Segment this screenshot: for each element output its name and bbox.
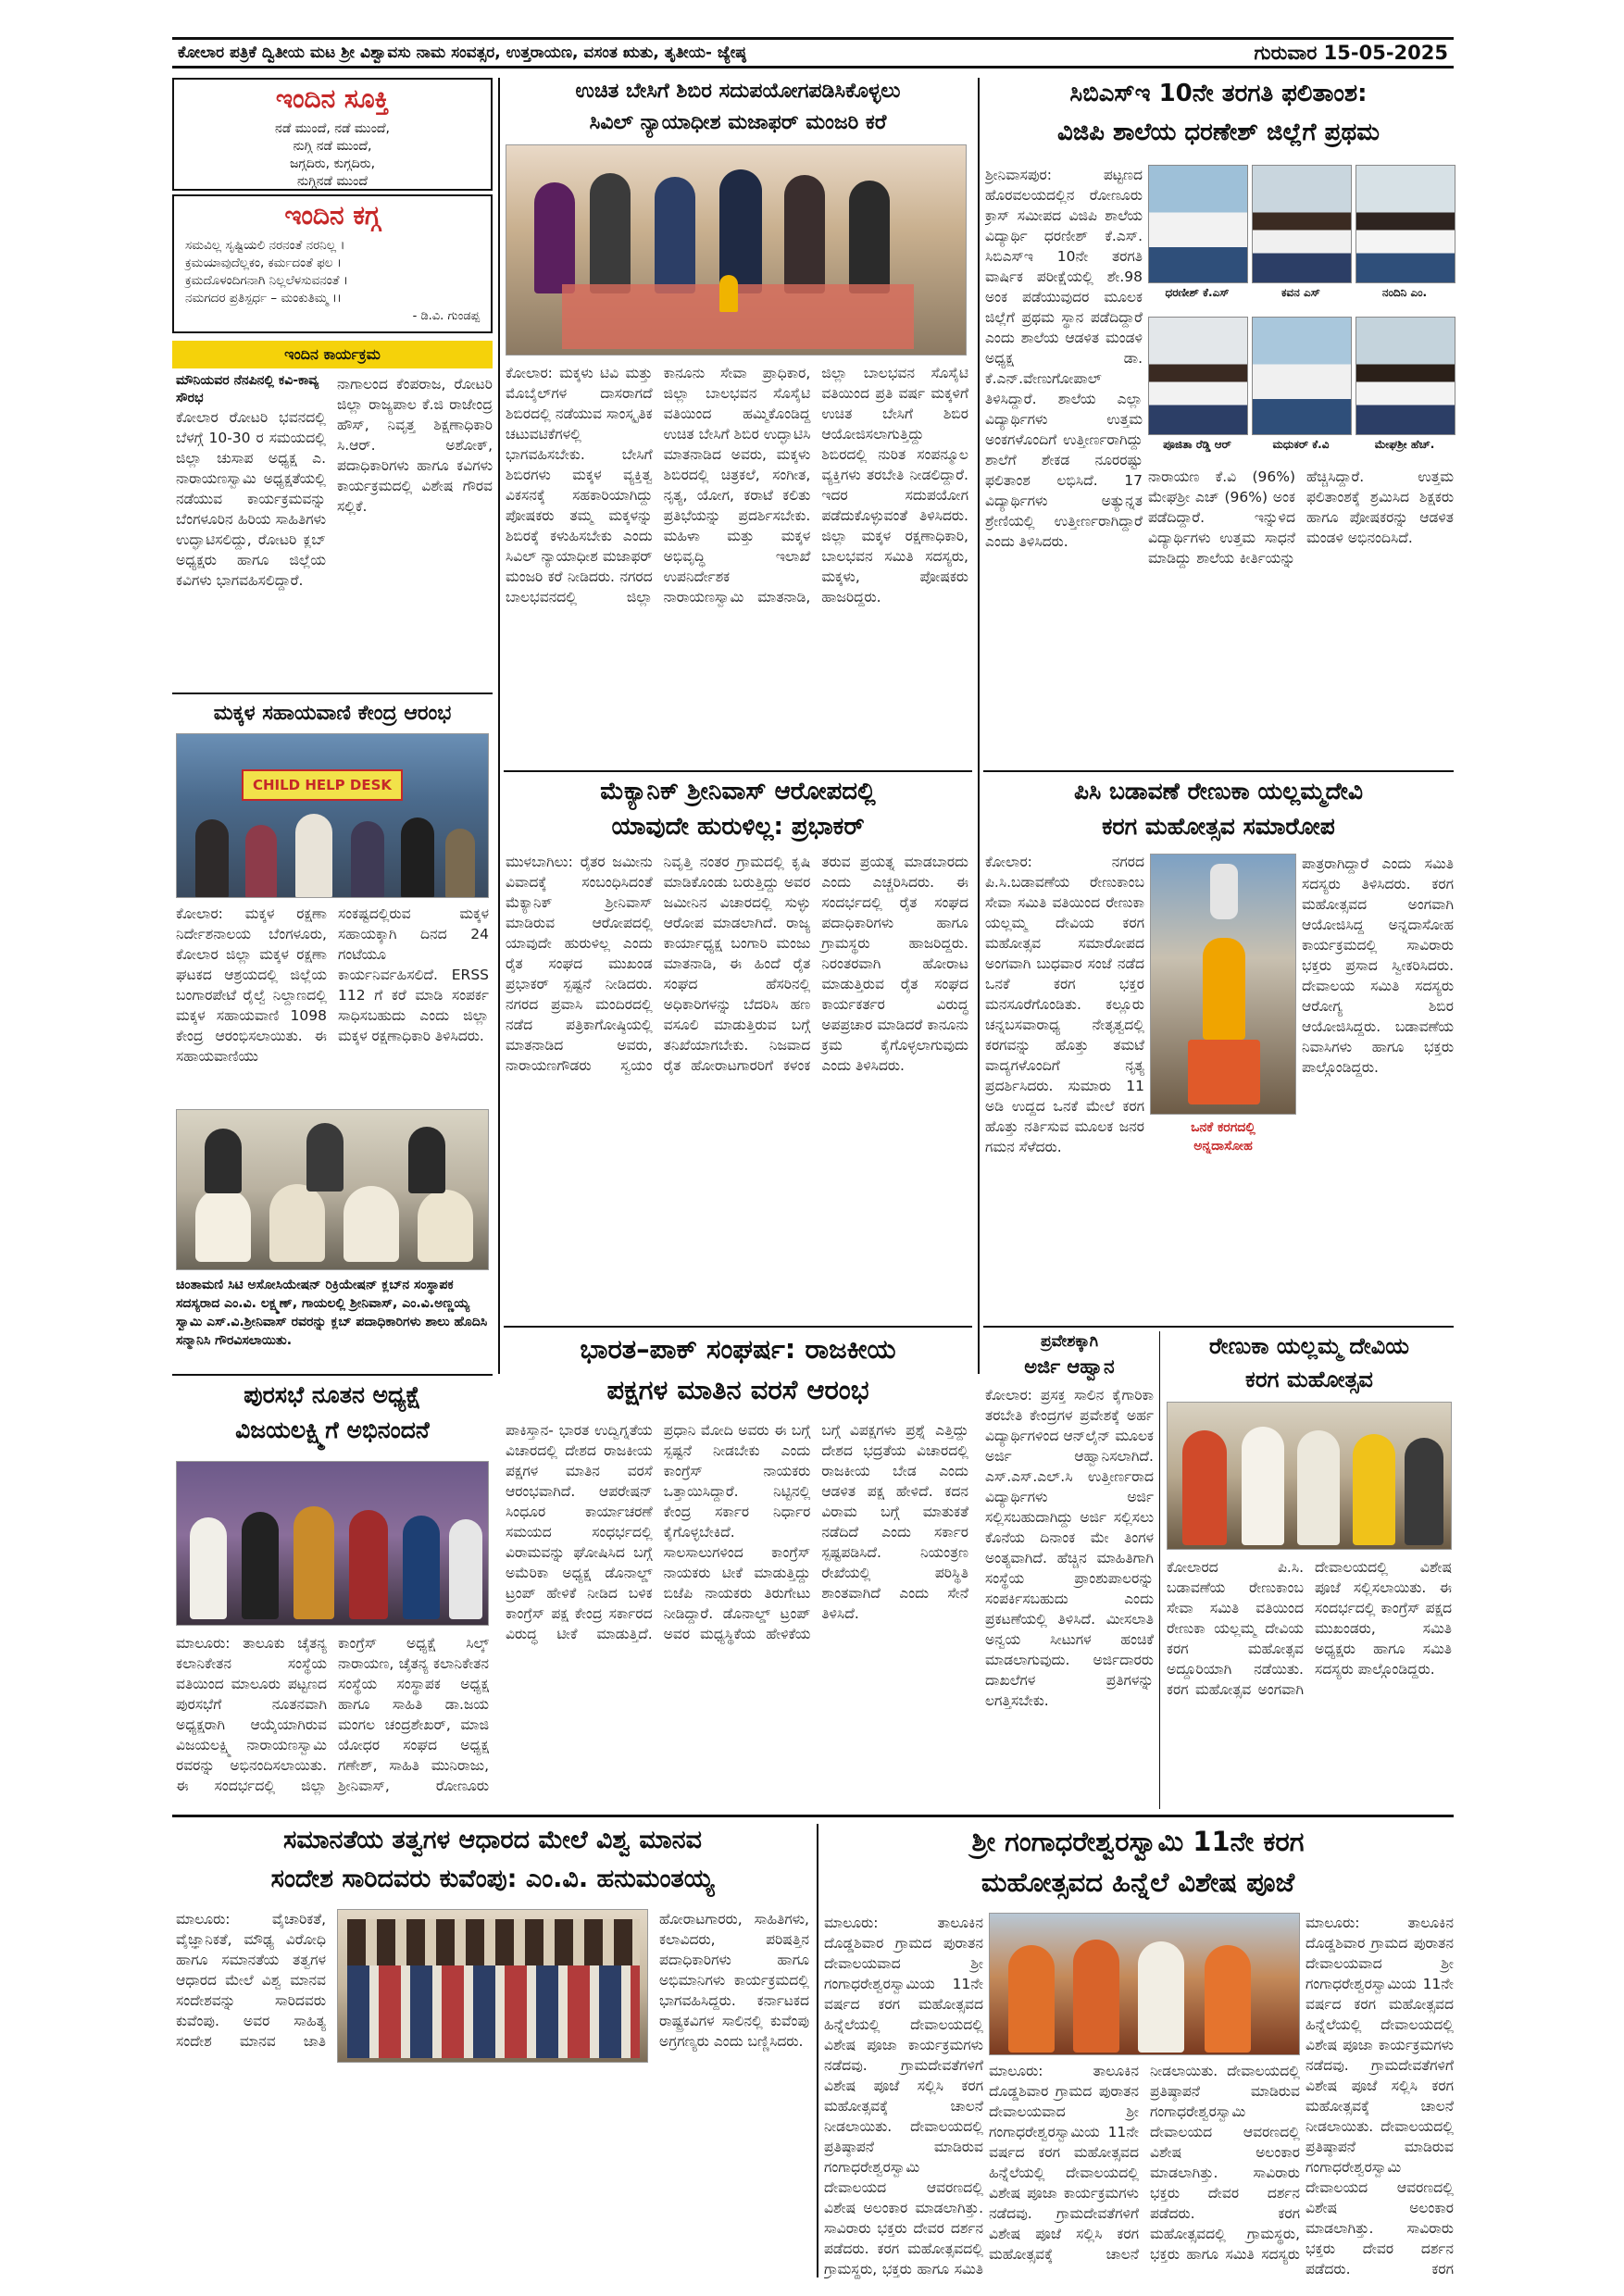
cbse-body-2: ನಾರಾಯಣ ಕೆ.ವಿ (96%) ಮೇಘಶ್ರೀ ಎಚ್ (96%) ಅಂಕ ಪಡೆದಿದ್ದಾರೆ. ಇನ್ನುಳಿದ ವಿದ್ಯಾರ್ಥಿಗಳು ಉತ್ತಮ ಸಾಧನೆ ಮಾಡಿದ್ದು ಶಾಲೆಯ ಕೀರ್ತಿಯನ್ನು ಹೆಚ್ಚಿಸಿದ್ದಾರೆ. ಉತ್ತಮ ಫಲಿತಾಂಶಕ್ಕೆ ಶ್ರಮಿಸಿದ ಶಿಕ್ಷಕರು ಹಾಗೂ ಪೋಷಕರನ್ನು ಆಡಳಿತ ಮಂಡಳಿ ಅಭಿನಂದಿಸಿದೆ.: [1148, 468, 1454, 567]
pravesha-headline-1: ಪ್ರವೇಶಕ್ಕಾಗಿ: [1040, 1332, 1099, 1351]
mechanic-body: ಮುಳಬಾಗಿಲು: ರೈತರ ಜಮೀನು ವಿವಾದಕ್ಕೆ ಸಂಬಂಧಿಸಿದಂತೆ ಮೆಕ್ಯಾನಿಕ್ ಶ್ರೀನಿವಾಸ್ ಮಾಡಿರುವ ಆರೋಪದಲ್ಲಿ ಯಾವುದೇ ಹುರುಳಿಲ್ಲ ಎಂದು ರೈತ ಸಂಘದ ಮುಖಂಡ ಪ್ರಭಾಕರ್ ಸ್ಪಷ್ಟನೆ ನೀಡಿದರು. ನಗರದ ಪ್ರವಾಸಿ ಮಂದಿರದಲ್ಲಿ ನಡೆದ ಪತ್ರಿಕಾಗೋಷ್ಠಿಯಲ್ಲಿ ಮಾತನಾಡಿದ ಅವರು, ನಾರಾಯಣಗೌಡರು ಸ್ವಯಂ ನಿವೃತ್ತಿ ನಂತರ ಗ್ರಾಮದಲ್ಲಿ ಕೃಷಿ ಮಾಡಿಕೊಂಡು ಬರುತ್ತಿದ್ದು ಅವರ ಜಮೀನಿನ ವಿಚಾರದಲ್ಲಿ ಸುಳ್ಳು ಆರೋಪ ಮಾಡಲಾಗಿದೆ. ರಾಜ್ಯ ಕಾರ್ಯಾಧ್ಯಕ್ಷ ಬಂಗಾರಿ ಮಂಜು ಮಾತನಾಡಿ, ಈ ಹಿಂದೆ ರೈತ ಸಂಘದ ಹೆಸರಿನಲ್ಲಿ ಅಧಿಕಾರಿಗಳನ್ನು ಬೆದರಿಸಿ ಹಣ ವಸೂಲಿ ಮಾಡುತ್ತಿರುವ ಬಗ್ಗೆ ತನಿಖೆಯಾಗಬೇಕು. ನಿಜವಾದ ರೈತ ಹೋರಾಟಗಾರರಿಗೆ ಕಳಂಕ ತರುವ ಪ್ರಯತ್ನ ಮಾಡಬಾರದು ಎಂದು ಎಚ್ಚರಿಸಿದರು. ಈ ಸಂದರ್ಭದಲ್ಲಿ ರೈತ ಸಂಘದ ಪದಾಧಿಕಾರಿಗಳು ಹಾಗೂ ಗ್ರಾಮಸ್ಥರು ಹಾಜರಿದ್ದರು. ನಿರಂತರವಾಗಿ ಹೋರಾಟ ಮಾಡುತ್ತಿರುವ ರೈತ ಸಂಘದ ಕಾರ್ಯಕರ್ತರ ವಿರುದ್ಧ ಅಪಪ್ರಚಾರ ಮಾಡಿದರೆ ಕಾನೂನು ಕ್ರಮ ಕೈಗೊಳ್ಳಲಾಗುವುದು ಎಂದು ತಿಳಿಸಿದರು.: [506, 854, 968, 1074]
helpdesk-photo: [176, 733, 489, 898]
column-rule: [1159, 1331, 1160, 1809]
camp-headline-2: ಸಿವಿಲ್ ನ್ಯಾಯಾಧೀಶ ಮಜಾಫರ್ ಮಂಜರಿ ಕರೆ: [589, 111, 887, 134]
kagga-title: ಇಂದಿನ ಕಗ್ಗ: [284, 200, 381, 231]
student-card: [1252, 165, 1350, 304]
sukti-box: [172, 78, 493, 191]
program-subhead: ಮೌನಿಯವರ ನೆನಪಿನಲ್ಲಿ ಕವಿ-ಕಾವ್ಯ ಸೌರಭ: [176, 373, 319, 406]
student-photo: [1355, 317, 1455, 435]
honor-photo: [176, 1109, 489, 1270]
student-card: [1355, 165, 1454, 304]
gangadhara-photo: [989, 1913, 1300, 2055]
divider: [172, 1815, 1454, 1817]
onake-karaga-photo: [1150, 854, 1296, 1115]
student-card: [1355, 317, 1454, 455]
municipal-photo: [176, 1461, 489, 1626]
program-title: ಇಂದಿನ ಕಾರ್ಯಕ್ರಮ: [172, 341, 493, 368]
student-card: [1148, 165, 1246, 304]
student-photo: [1148, 317, 1248, 435]
cbse-body: ಶ್ರೀನಿವಾಸಪುರ: ಪಟ್ಟಣದ ಹೊರವಲಯದಲ್ಲಿನ ರೋಣೂರು ಕ್ರಾಸ್ ಸಮೀಪದ ವಿಜಿಪಿ ಶಾಲೆಯ ವಿದ್ಯಾರ್ಥಿ ಧರಣೀಶ್ ಕೆ.ಎಸ್. ಸಿಬಿಎಸ್‌ಇ 10ನೇ ತರಗತಿ ವಾರ್ಷಿಕ ಪರೀಕ್ಷೆಯಲ್ಲಿ ಶೇ.98 ಅಂಕ ಪಡೆಯುವುದರ ಮೂಲಕ ಜಿಲ್ಲೆಗೆ ಪ್ರಥಮ ಸ್ಥಾನ ಪಡೆದಿದ್ದಾರೆ ಎಂದು ಶಾಲೆಯ ಆಡಳಿತ ಮಂಡಳಿ ಅಧ್ಯಕ್ಷ ಡಾ. ಕೆ.ಎನ್.ವೇಣುಗೋಪಾಲ್ ತಿಳಿಸಿದ್ದಾರೆ. ಶಾಲೆಯ ಎಲ್ಲಾ ವಿದ್ಯಾರ್ಥಿಗಳು ಉತ್ತಮ ಅಂಕಗಳೊಂದಿಗೆ ಉತ್ತೀರ್ಣರಾಗಿದ್ದು ಶಾಲೆಗೆ ಶೇಕಡ ನೂರರಷ್ಟು ಫಲಿತಾಂಶ ಲಭಿಸಿದೆ. 17 ವಿದ್ಯಾರ್ಥಿಗಳು ಅತ್ಯುನ್ನತ ಶ್ರೇಣಿಯಲ್ಲಿ ಉತ್ತೀರ್ಣರಾಗಿದ್ದಾರೆ ಎಂದು ತಿಳಿಸಿದರು.: [985, 167, 1143, 550]
honor-caption: ಚಿಂತಾಮಣಿ ಸಿಟಿ ಅಸೋಸಿಯೇಷನ್ ರಿಕ್ರಿಯೇಷನ್ ಕ್ಲಬ್‌ನ ಸಂಸ್ಥಾಪಕ ಸದಸ್ಯರಾದ ಎಂ.ವಿ. ಲಕ್ಷ್ಮಣ್, ಗಾಯಲಲ್ಲಿ ಶ್ರೀನಿವಾಸ್, ಎಂ.ವಿ.ಅಣ್ಣಯ್ಯ ಸ್ವಾಮಿ ಎಸ್.ವಿ.ಶ್ರೀನಿವಾಸ್ ರವರನ್ನು ಕ್ಲಬ್ ಪದಾಧಿಕಾರಿಗಳು ಶಾಲು ಹೊದಿಸಿ ಸನ್ಮಾನಿಸಿ ಗೌರವಿಸಲಾಯಿತು.: [176, 1278, 488, 1348]
sukti-line: ಜಗ್ಗದಿರು, ಕುಗ್ಗದಿರು,: [289, 156, 376, 171]
gangadhara-body: ಮಾಲೂರು: ತಾಲೂಕಿನ ದೊಡ್ಡಶಿವಾರ ಗ್ರಾಮದ ಪುರಾತನ ದೇವಾಲಯವಾದ ಶ್ರೀ ಗಂಗಾಧರೇಶ್ವರಸ್ವಾಮಿಯ 11ನೇ ವರ್ಷದ ಕರಗ ಮಹೋತ್ಸವದ ಹಿನ್ನೆಲೆಯಲ್ಲಿ ದೇವಾಲಯದಲ್ಲಿ ವಿಶೇಷ ಪೂಜಾ ಕಾರ್ಯಕ್ರಮಗಳು ನಡೆದವು. ಗ್ರಾಮದೇವತೆಗಳಿಗೆ ವಿಶೇಷ ಪೂಜೆ ಸಲ್ಲಿಸಿ ಕರಗ ಮಹೋತ್ಸವಕ್ಕೆ ಚಾಲನೆ ನೀಡಲಾಯಿತು. ದೇವಾಲಯದಲ್ಲಿ ಪ್ರತಿಷ್ಠಾಪನೆ ಮಾಡಿರುವ ಗಂಗಾಧರೇಶ್ವರಸ್ವಾಮಿ ದೇವಾಲಯದ ಆವರಣದಲ್ಲಿ ವಿಶೇಷ ಅಲಂಕಾರ ಮಾಡಲಾಗಿತ್ತು. ಸಾವಿರಾರು ಭಕ್ತರು ದೇವರ ದರ್ಶನ ಪಡೆದರು. ಕರಗ ಮಹೋತ್ಸವದಲ್ಲಿ ಗ್ರಾಮಸ್ಥರು, ಭಕ್ತರು ಹಾಗೂ ಸಮಿತಿ: [824, 1915, 983, 2277]
sukti-lines: [174, 120, 491, 191]
masthead-date: ಗುರುವಾರ 15-05-2025: [1254, 42, 1448, 64]
sukti-line: ನುಗ್ಗಿ ನಡೆ ಮುಂದೆ,: [293, 138, 372, 154]
student-name: ನಂದಿನಿ ಎಂ.: [1381, 286, 1428, 299]
onake-photo-caption-2: ಅನ್ನದಾಸೋಹ: [1193, 1139, 1253, 1154]
helpdesk-headline: ಮಕ್ಕಳ ಸಹಾಯವಾಣಿ ಕೇಂದ್ರ ಆರಂಭ: [213, 702, 452, 725]
renuka-karaga-headline-1: ರೇಣುಕಾ ಯಲ್ಲಮ್ಮ ದೇವಿಯ: [1209, 1333, 1409, 1359]
camp-headline-1: ಉಚಿತ ಬೇಸಿಗೆ ಶಿಬಿರ ಸದುಪಯೋಗಪಡಿಸಿಕೊಳ್ಳಲು: [575, 80, 901, 103]
divider: [983, 770, 1454, 772]
helpdesk-banner: CHILD HELP DESK: [242, 769, 403, 801]
divider: [983, 1326, 1454, 1328]
kuvempu-photo: [337, 1909, 648, 2063]
kagga-line: ಕ್ರಮಯಾವುದೆಲ್ಲಕಂ, ಕರ್ಮದಂತೆ ಫಲ ।: [185, 255, 342, 270]
student-photo: [1252, 317, 1352, 435]
column-rule: [817, 1824, 818, 2277]
kagga-line: ಕ್ರಮದೊಳಂದಿಗನಾಗಿ ನಿಲ್ಲಲೆಳಸುವನಂತೆ ।: [185, 272, 348, 288]
municipal-headline-1: ಪುರಸಭೆ ನೂತನ ಅಧ್ಯಕ್ಷೆ: [244, 1381, 421, 1408]
indopak-headline-1: ಭಾರತ–ಪಾಕ್ ಸಂಘರ್ಷ: ರಾಜಕೀಯ: [580, 1333, 896, 1365]
student-name: ಧರಣೀಶ್ ಕೆ.ಎಸ್: [1165, 286, 1230, 299]
kuvempu-headline-2: ಸಂದೇಶ ಸಾರಿದವರು ಕುವೆಂಪು: ಎಂ.ವಿ. ಹನುಮಂತಯ್ಯ: [270, 1865, 715, 1893]
masthead: [172, 37, 1454, 69]
camp-body: ಕೋಲಾರ: ಮಕ್ಕಳು ಟಿವಿ ಮತ್ತು ಮೊಬೈಲ್‌ಗಳ ದಾಸರಾಗದೆ ಶಿಬಿರದಲ್ಲಿ ನಡೆಯುವ ಸಾಂಸ್ಕೃತಿಕ ಚಟುವಟಿಕೆಗಳಲ್ಲಿ ಭಾಗವಹಿಸಬೇಕು. ಬೇಸಿಗೆ ಶಿಬಿರಗಳು ಮಕ್ಕಳ ವ್ಯಕ್ತಿತ್ವ ವಿಕಸನಕ್ಕೆ ಸಹಕಾರಿಯಾಗಿದ್ದು ಪೋಷಕರು ತಮ್ಮ ಮಕ್ಕಳನ್ನು ಶಿಬಿರಕ್ಕೆ ಕಳುಹಿಸಬೇಕು ಎಂದು ಸಿವಿಲ್ ನ್ಯಾಯಾಧೀಶ ಮಜಾಫರ್ ಮಂಜರಿ ಕರೆ ನೀಡಿದರು. ನಗರದ ಬಾಲಭವನದಲ್ಲಿ ಜಿಲ್ಲಾ ಕಾನೂನು ಸೇವಾ ಪ್ರಾಧಿಕಾರ, ಜಿಲ್ಲಾ ಬಾಲಭವನ ಸೊಸೈಟಿ ವತಿಯಿಂದ ಹಮ್ಮಿಕೊಂಡಿದ್ದ ಉಚಿತ ಬೇಸಿಗೆ ಶಿಬಿರ ಉದ್ಘಾಟಿಸಿ ಮಾತನಾಡಿದ ಅವರು, ಮಕ್ಕಳು ಶಿಬಿರದಲ್ಲಿ ಚಿತ್ರಕಲೆ, ಸಂಗೀತ, ನೃತ್ಯ, ಯೋಗ, ಕರಾಟೆ ಕಲಿತು ಪ್ರತಿಭೆಯನ್ನು ಪ್ರದರ್ಶಿಸಬೇಕು. ಮಹಿಳಾ ಮತ್ತು ಮಕ್ಕಳ ಅಭಿವೃದ್ಧಿ ಇಲಾಖೆ ಉಪನಿರ್ದೇಶಕ ನಾರಾಯಣಸ್ವಾಮಿ ಮಾತನಾಡಿ, ಜಿಲ್ಲಾ ಬಾಲಭವನ ಸೊಸೈಟಿ ವತಿಯಿಂದ ಪ್ರತಿ ವರ್ಷ ಮಕ್ಕಳಿಗೆ ಉಚಿತ ಬೇಸಿಗೆ ಶಿಬಿರ ಆಯೋಜಿಸಲಾಗುತ್ತಿದ್ದು ಶಿಬಿರದಲ್ಲಿ ನುರಿತ ಸಂಪನ್ಮೂಲ ವ್ಯಕ್ತಿಗಳು ತರಬೇತಿ ನೀಡಲಿದ್ದಾರೆ. ಇದರ ಸದುಪಯೋಗ ಪಡೆದುಕೊಳ್ಳುವಂತೆ ತಿಳಿಸಿದರು. ಜಿಲ್ಲಾ ಮಕ್ಕಳ ರಕ್ಷಣಾಧಿಕಾರಿ, ಬಾಲಭವನ ಸಮಿತಿ ಸದಸ್ಯರು, ಮಕ್ಕಳು, ಪೋಷಕರು ಹಾಜರಿದ್ದರು.: [506, 365, 968, 605]
renuka-close-headline-1: ಪಿಸಿ ಬಡಾವಣೆ ರೇಣುಕಾ ಯಲ್ಲಮ್ಮದೇವಿ: [1073, 778, 1364, 805]
column-rule: [978, 78, 980, 1374]
kuvempu-body-col1: ಮಾಲೂರು: ವೈಚಾರಿಕತೆ, ವೈಜ್ಞಾನಿಕತೆ, ಮೌಢ್ಯ ವಿರೋಧಿ ಹಾಗೂ ಸಮಾನತೆಯ ತತ್ವಗಳ ಆಧಾರದ ಮೇಲೆ ವಿಶ್ವ ಮಾನವ ಸಂದೇಶವನ್ನು ಸಾರಿದವರು ಕುವೆಂಪು. ಅವರ ಸಾಹಿತ್ಯ ಸಂದೇಶ ಮಾನವ ಜಾತಿ ಹೋರಾಟಗಾರರು, ಸಾಹಿತಿಗಳು, ಕಲಾವಿದರು, ಪರಿಷತ್ತಿನ ಪದಾಧಿಕಾರಿಗಳು ಹಾಗೂ ಅಭಿಮಾನಿಗಳು ಕಾರ್ಯಕ್ರಮದಲ್ಲಿ ಭಾಗವಹಿಸಿದ್ದರು. ಕರ್ನಾಟಕದ ರಾಷ್ಟ್ರಕವಿಗಳ ಸಾಲಿನಲ್ಲಿ ಕುವೆಂಪು ಅಗ್ರಗಣ್ಯರು ಎಂದು ಬಣ್ಣಿಸಿದರು.: [176, 1911, 809, 2050]
divider: [504, 770, 972, 772]
student-photo: [1355, 165, 1455, 283]
mechanic-headline-2: ಯಾವುದೇ ಹುರುಳಿಲ್ಲ: ಪ್ರಭಾಕರ್: [611, 813, 865, 841]
gangadhara-body-3: ಮಾಲೂರು: ತಾಲೂಕಿನ ದೊಡ್ಡಶಿವಾರ ಗ್ರಾಮದ ಪುರಾತನ ದೇವಾಲಯವಾದ ಶ್ರೀ ಗಂಗಾಧರೇಶ್ವರಸ್ವಾಮಿಯ 11ನೇ ವರ್ಷದ ಕರಗ ಮಹೋತ್ಸವದ ಹಿನ್ನೆಲೆಯಲ್ಲಿ ದೇವಾಲಯದಲ್ಲಿ ವಿಶೇಷ ಪೂಜಾ ಕಾರ್ಯಕ್ರಮಗಳು ನಡೆದವು. ಗ್ರಾಮದೇವತೆಗಳಿಗೆ ವಿಶೇಷ ಪೂಜೆ ಸಲ್ಲಿಸಿ ಕರಗ ಮಹೋತ್ಸವಕ್ಕೆ ಚಾಲನೆ ನೀಡಲಾಯಿತು. ದೇವಾಲಯದಲ್ಲಿ ಪ್ರತಿಷ್ಠಾಪನೆ ಮಾಡಿರುವ ಗಂಗಾಧರೇಶ್ವರಸ್ವಾಮಿ ದೇವಾಲಯದ ಆವರಣದಲ್ಲಿ ವಿಶೇಷ ಅಲಂಕಾರ ಮಾಡಲಾಗಿತ್ತು. ಸಾವಿರಾರು ಭಕ್ತರು ದೇವರ ದರ್ಶನ ಪಡೆದರು. ಕರಗ: [1305, 1915, 1454, 2277]
renuka-karaga-headline-2: ಕರಗ ಮಹೋತ್ಸವ: [1245, 1366, 1373, 1392]
kagga-lines: [174, 233, 491, 325]
student-photo: [1148, 165, 1248, 283]
student-name: ಮಧುಕರ್ ಕೆ.ವಿ: [1272, 438, 1330, 451]
sukti-title: ಇಂದಿನ ಸೂಕ್ತಿ: [275, 83, 390, 114]
student-grid: [1148, 165, 1454, 461]
program-body: ಕೋಲಾರ ರೋಟರಿ ಭವನದಲ್ಲಿ ಬೆಳಗ್ಗೆ 10-30 ರ ಸಮಯದಲ್ಲಿ ಜಿಲ್ಲಾ ಚುಸಾಪ ಅಧ್ಯಕ್ಷ ಎ. ನಾರಾಯಣಸ್ವಾಮಿ ಅಧ್ಯಕ್ಷತೆಯಲ್ಲಿ ನಡೆಯುವ ಕಾರ್ಯಕ್ರಮವನ್ನು ಬೆಂಗಳೂರಿನ ಹಿರಿಯ ಸಾಹಿತಿಗಳು ಉದ್ಘಾಟಿಸಲಿದ್ದು, ರೋಟರಿ ಕ್ಲಬ್ ಅಧ್ಯಕ್ಷರು ಹಾಗೂ ಜಿಲ್ಲೆಯ ಕವಿಗಳು ಭಾಗವಹಿಸಲಿದ್ದಾರೆ.: [176, 409, 326, 589]
kuvempu-headline-1: ಸಮಾನತೆಯ ತತ್ವಗಳ ಆಧಾರದ ಮೇಲೆ ವಿಶ್ವ ಮಾನವ: [283, 1826, 702, 1854]
indopak-headline-2: ಪಕ್ಷಗಳ ಮಾತಿನ ವರಸೆ ಆರಂಭ: [606, 1374, 869, 1405]
student-name: ಕವನ ಎಸ್: [1281, 286, 1320, 299]
cbse-headline-1: ಸಿಬಿಎಸ್‌ಇ 10ನೇ ತರಗತಿ ಫಲಿತಾಂಶ:: [1069, 80, 1368, 107]
student-name: ಪೂಜಿತಾ ರೆಡ್ಡಿ ಆರ್: [1163, 438, 1231, 451]
kagga-box: [172, 194, 493, 333]
onake-photo-caption: ಒನಕೆ ಕರಗದಲ್ಲಿ: [1191, 1120, 1255, 1135]
sukti-line: ನುಗ್ಗಿನಡೆ ಮುಂದೆ: [297, 173, 368, 189]
student-card: [1148, 317, 1246, 455]
student-card: [1252, 317, 1350, 455]
pravesha-headline-2: ಅರ್ಜಿ ಆಹ್ವಾನ: [1024, 1355, 1115, 1378]
renuka-close-headline-2: ಕರಗ ಮಹೋತ್ಸವ ಸಮಾರೋಪ: [1102, 813, 1335, 840]
kagga-line: ನಮಗದರ ಪ್ರತಿಸ್ಪರ್ಧ – ಮಂಕುತಿಮ್ಮ ।।: [185, 290, 343, 306]
divider: [172, 1374, 493, 1376]
kagga-author: - ಡಿ.ವಿ. ಗುಂಡಪ್ಪ: [412, 308, 480, 323]
renuka-close-body-2: ಪಾತ್ರರಾಗಿದ್ದಾರೆ ಎಂದು ಸಮಿತಿ ಸದಸ್ಯರು ತಿಳಿಸಿದರು. ಕರಗ ಮಹೋತ್ಸವದ ಅಂಗವಾಗಿ ಆಯೋಜಿಸಿದ್ದ ಅನ್ನದಾಸೋಹ ಕಾರ್ಯಕ್ರಮದಲ್ಲಿ ಸಾವಿರಾರು ಭಕ್ತರು ಪ್ರಸಾದ ಸ್ವೀಕರಿಸಿದರು. ದೇವಾಲಯ ಸಮಿತಿ ಸದಸ್ಯರು ಆರೋಗ್ಯ ಶಿಬಿರ ಆಯೋಜಿಸಿದ್ದರು. ಬಡಾವಣೆಯ ನಿವಾಸಿಗಳು ಹಾಗೂ ಭಕ್ತರು ಪಾಲ್ಗೊಂಡಿದ್ದರು.: [1302, 855, 1454, 1076]
pravesha-body: ಕೋಲಾರ: ಪ್ರಸಕ್ತ ಸಾಲಿನ ಕೈಗಾರಿಕಾ ತರಬೇತಿ ಕೇಂದ್ರಗಳ ಪ್ರವೇಶಕ್ಕೆ ಅರ್ಹ ವಿದ್ಯಾರ್ಥಿಗಳಿಂದ ಆನ್‌ಲೈನ್ ಮೂಲಕ ಅರ್ಜಿ ಆಹ್ವಾನಿಸಲಾಗಿದೆ. ಎಸ್.ಎಸ್.ಎಲ್.ಸಿ ಉತ್ತೀರ್ಣರಾದ ವಿದ್ಯಾರ್ಥಿಗಳು ಅರ್ಜಿ ಸಲ್ಲಿಸಬಹುದಾಗಿದ್ದು ಅರ್ಜಿ ಸಲ್ಲಿಸಲು ಕೊನೆಯ ದಿನಾಂಕ ಮೇ ತಿಂಗಳ ಅಂತ್ಯವಾಗಿದೆ. ಹೆಚ್ಚಿನ ಮಾಹಿತಿಗಾಗಿ ಸಂಸ್ಥೆಯ ಪ್ರಾಂಶುಪಾಲರನ್ನು ಸಂಪರ್ಕಿಸಬಹುದು ಎಂದು ಪ್ರಕಟಣೆಯಲ್ಲಿ ತಿಳಿಸಿದೆ. ಮೀಸಲಾತಿ ಅನ್ವಯ ಸೀಟುಗಳ ಹಂಚಿಕೆ ಮಾಡಲಾಗುವುದು. ಅರ್ಜಿದಾರರು ದಾಖಲೆಗಳ ಪ್ರತಿಗಳನ್ನು ಲಗತ್ತಿಸಬೇಕು.: [985, 1387, 1154, 1709]
indopak-body: ಪಾಕಿಸ್ತಾನ- ಭಾರತ ಉದ್ವಿಗ್ನತೆಯ ವಿಚಾರದಲ್ಲಿ ದೇಶದ ರಾಜಕೀಯ ಪಕ್ಷಗಳ ಮಾತಿನ ವರಸೆ ಆರಂಭವಾಗಿದೆ. ಆಪರೇಷನ್ ಸಿಂಧೂರ ಕಾರ್ಯಾಚರಣೆ ಸಮಯದ ಸಂಧರ್ಭದಲ್ಲಿ ವಿರಾಮವನ್ನು ಘೋಷಿಸಿದ ಬಗ್ಗೆ ಅಮೆರಿಕಾ ಅಧ್ಯಕ್ಷ ಡೊನಾಲ್ಡ್ ಟ್ರಂಪ್ ಹೇಳಿಕೆ ನೀಡಿದ ಬಳಿಕ ಕಾಂಗ್ರೆಸ್ ಪಕ್ಷ ಕೇಂದ್ರ ಸರ್ಕಾರದ ವಿರುದ್ಧ ಟೀಕೆ ಮಾಡುತ್ತಿದೆ. ಪ್ರಧಾನಿ ಮೋದಿ ಅವರು ಈ ಬಗ್ಗೆ ಸ್ಪಷ್ಟನೆ ನೀಡಬೇಕು ಎಂದು ಕಾಂಗ್ರೆಸ್ ನಾಯಕರು ಒತ್ತಾಯಿಸಿದ್ದಾರೆ. ನಿಟ್ಟಿನಲ್ಲಿ ಕೇಂದ್ರ ಸರ್ಕಾರ ನಿರ್ಧಾರ ಕೈಗೊಳ್ಳಬೇಕಿದೆ. ಸಾಲಸಾಲುಗಳಿಂದ ಕಾಂಗ್ರೆಸ್ ನಾಯಕರು ಟೀಕೆ ಮಾಡುತ್ತಿದ್ದು ಬಿಜೆಪಿ ನಾಯಕರು ತಿರುಗೇಟು ನೀಡಿದ್ದಾರೆ. ಡೊನಾಲ್ಡ್ ಟ್ರಂಪ್ ಅವರ ಮಧ್ಯಸ್ಥಿಕೆಯ ಹೇಳಿಕೆಯ ಬಗ್ಗೆ ವಿಪಕ್ಷಗಳು ಪ್ರಶ್ನೆ ಎತ್ತಿದ್ದು ದೇಶದ ಭದ್ರತೆಯ ವಿಚಾರದಲ್ಲಿ ರಾಜಕೀಯ ಬೇಡ ಎಂದು ಆಡಳಿತ ಪಕ್ಷ ಹೇಳಿದೆ. ಕದನ ವಿರಾಮ ಬಗ್ಗೆ ಮಾತುಕತೆ ನಡೆದಿದೆ ಎಂದು ಸರ್ಕಾರ ಸ್ಪಷ್ಟಪಡಿಸಿದೆ. ನಿಯಂತ್ರಣ ರೇಖೆಯಲ್ಲಿ ಪರಿಸ್ಥಿತಿ ಶಾಂತವಾಗಿದೆ ಎಂದು ಸೇನೆ ತಿಳಿಸಿದೆ.: [506, 1422, 968, 1642]
kagga-line: ಸಮವಿಲ್ಲ ಸೃಷ್ಟಿಯಲಿ ನರನಂತೆ ನರನಿಲ್ಲ ।: [185, 237, 345, 253]
divider: [504, 1326, 972, 1328]
cbse-headline-2: ವಿಜಿಪಿ ಶಾಲೆಯ ಧರಣೇಶ್ ಜಿಲ್ಲೆಗೆ ಪ್ರಥಮ: [1057, 119, 1380, 146]
student-name: ಮೇಘಶ್ರೀ ಹೆಚ್.: [1374, 438, 1435, 451]
gangadhara-body-2: ಮಾಲೂರು: ತಾಲೂಕಿನ ದೊಡ್ಡಶಿವಾರ ಗ್ರಾಮದ ಪುರಾತನ ದೇವಾಲಯವಾದ ಶ್ರೀ ಗಂಗಾಧರೇಶ್ವರಸ್ವಾಮಿಯ 11ನೇ ವರ್ಷದ ಕರಗ ಮಹೋತ್ಸವದ ಹಿನ್ನೆಲೆಯಲ್ಲಿ ದೇವಾಲಯದಲ್ಲಿ ವಿಶೇಷ ಪೂಜಾ ಕಾರ್ಯಕ್ರಮಗಳು ನಡೆದವು. ಗ್ರಾಮದೇವತೆಗಳಿಗೆ ವಿಶೇಷ ಪೂಜೆ ಸಲ್ಲಿಸಿ ಕರಗ ಮಹೋತ್ಸವಕ್ಕೆ ಚಾಲನೆ ನೀಡಲಾಯಿತು. ದೇವಾಲಯದಲ್ಲಿ ಪ್ರತಿಷ್ಠಾಪನೆ ಮಾಡಿರುವ ಗಂಗಾಧರೇಶ್ವರಸ್ವಾಮಿ ದೇವಾಲಯದ ಆವರಣದಲ್ಲಿ ವಿಶೇಷ ಅಲಂಕಾರ ಮಾಡಲಾಗಿತ್ತು. ಸಾವಿರಾರು ಭಕ್ತರು ದೇವರ ದರ್ಶನ ಪಡೆದರು. ಕರಗ ಮಹೋತ್ಸವದಲ್ಲಿ ಗ್ರಾಮಸ್ಥರು, ಭಕ್ತರು ಹಾಗೂ ಸಮಿತಿ ಸದಸ್ಯರು: [989, 2063, 1300, 2263]
sukti-line: ನಡೆ ಮುಂದೆ, ನಡೆ ಮುಂದೆ,: [275, 120, 390, 136]
renuka-close-body: ಕೋಲಾರ: ನಗರದ ಪಿ.ಸಿ.ಬಡಾವಣೆಯ ರೇಣುಕಾಂಬ ಸೇವಾ ಸಮಿತಿ ವತಿಯಿಂದ ರೇಣುಕಾ ಯಲ್ಲಮ್ಮ ದೇವಿಯ ಕರಗ ಮಹೋತ್ಸವ ಸಮಾರೋಪದ ಅಂಗವಾಗಿ ಬುಧವಾರ ಸಂಜೆ ನಡೆದ ಒನಕೆ ಕರಗ ಭಕ್ತರ ಮನಸೂರೆಗೊಂಡಿತು. ಕಲ್ಲೂರು ಚನ್ನಬಸವಾರಾಧ್ಯ ನೇತೃತ್ವದಲ್ಲಿ ಕರಗವನ್ನು ಹೊತ್ತು ತಮಟೆ ವಾದ್ಯಗಳೊಂದಿಗೆ ನೃತ್ಯ ಪ್ರದರ್ಶಿಸಿದರು. ಸುಮಾರು 11 ಅಡಿ ಉದ್ದದ ಒನಕೆ ಮೇಲೆ ಕರಗ ಹೊತ್ತು ನರ್ತಿಸುವ ಮೂಲಕ ಜನರ ಗಮನ ಸೆಳೆದರು.: [985, 854, 1144, 1155]
gangadhara-headline-1: ಶ್ರೀ ಗಂಗಾಧರೇಶ್ವರಸ್ವಾಮಿ 11ನೇ ಕರಗ: [971, 1826, 1305, 1857]
gangadhara-headline-2: ಮಹೋತ್ಸವದ ಹಿನ್ನೆಲೆ ವಿಶೇಷ ಪೂಜೆ: [981, 1866, 1295, 1898]
municipal-body: ಮಾಲೂರು: ತಾಲೂಕು ಚೈತನ್ಯ ಕಲಾನಿಕೇತನ ಸಂಸ್ಥೆಯ ವತಿಯಿಂದ ಮಾಲೂರು ಪಟ್ಟಣದ ಪುರಸಭೆಗೆ ನೂತನವಾಗಿ ಅಧ್ಯಕ್ಷರಾಗಿ ಆಯ್ಕೆಯಾಗಿರುವ ವಿಜಯಲಕ್ಷ್ಮಿ ನಾರಾಯಣಸ್ವಾಮಿ ರವರನ್ನು ಅಭಿನಂದಿಸಲಾಯಿತು. ಈ ಸಂದರ್ಭದಲ್ಲಿ ಜಿಲ್ಲಾ ಕಾಂಗ್ರೆಸ್ ಅಧ್ಯಕ್ಷೆ ಸಿಲ್ಕ್ ನಾರಾಯಣ, ಚೈತನ್ಯ ಕಲಾನಿಕೇತನ ಸಂಸ್ಥೆಯ ಸಂಸ್ಥಾಪಕ ಅಧ್ಯಕ್ಷ ಹಾಗೂ ಸಾಹಿತಿ ಡಾ.ಜಯ ಮಂಗಲ ಚಂದ್ರಶೇಖರ್, ಮಾಜಿ ಯೋಧರ ಸಂಘದ ಅಧ್ಯಕ್ಷ ಗಣೇಶ್, ಸಾಹಿತಿ ಮುನಿರಾಜು, ಶ್ರೀನಿವಾಸ್, ರೋಣೂರು: [176, 1635, 489, 1794]
divider: [172, 693, 493, 694]
program-body-2: ನಾಗಾಲಂದ ಕೆಂಪರಾಜ, ರೋಟರಿ ಜಿಲ್ಲಾ ರಾಜ್ಯಪಾಲ ಕೆ.ಜಿ ರಾಜೇಂದ್ರ ಹೌಸ್, ನಿವೃತ್ತ ಶಿಕ್ಷಣಾಧಿಕಾರಿ ಸಿ.ಆರ್. ಅಶೋಕ್, ಪದಾಧಿಕಾರಿಗಳು ಹಾಗೂ ಕವಿಗಳು ಕಾರ್ಯಕ್ರಮದಲ್ಲಿ ವಿಶೇಷ ಗೌರವ ಸಲ್ಲಿಕೆ.: [337, 376, 493, 515]
camp-photo: [506, 144, 967, 356]
helpdesk-body: ಕೋಲಾರ: ಮಕ್ಕಳ ರಕ್ಷಣಾ ನಿರ್ದೇಶನಾಲಯ ಬೆಂಗಳೂರು, ಕೋಲಾರ ಜಿಲ್ಲಾ ಮಕ್ಕಳ ರಕ್ಷಣಾ ಘಟಕದ ಆಶ್ರಯದಲ್ಲಿ ಜಿಲ್ಲೆಯ ಬಂಗಾರಪೇಟೆ ರೈಲ್ವೆ ನಿಲ್ದಾಣದಲ್ಲಿ ಮಕ್ಕಳ ಸಹಾಯವಾಣಿ 1098 ಕೇಂದ್ರ ಆರಂಭಿಸಲಾಯಿತು. ಈ ಸಹಾಯವಾಣಿಯು ಸಂಕಷ್ಟದಲ್ಲಿರುವ ಮಕ್ಕಳ ಸಹಾಯಕ್ಕಾಗಿ ದಿನದ 24 ಗಂಟೆಯೂ ಕಾರ್ಯನಿರ್ವಹಿಸಲಿದೆ. ERSS 112 ಗೆ ಕರೆ ಮಾಡಿ ಸಂಪರ್ಕ ಸಾಧಿಸಬಹುದು ಎಂದು ಜಿಲ್ಲಾ ಮಕ್ಕಳ ರಕ್ಷಣಾಧಿಕಾರಿ ತಿಳಿಸಿದರು.: [176, 905, 489, 1065]
people-silhouettes: [186, 806, 481, 898]
municipal-headline-2: ವಿಜಯಲಕ್ಷ್ಮಿಗೆ ಅಭಿನಂದನೆ: [235, 1416, 430, 1443]
renuka-karaga-photo: [1167, 1402, 1452, 1550]
column-rule: [498, 78, 500, 1374]
masthead-calendar-line: ಕೋಲಾರ ಪತ್ರಿಕೆ ದ್ವಿತೀಯ ಮಟ ಶ್ರೀ ವಿಶ್ವಾವಸು ನಾಮ ಸಂವತ್ಸರ, ಉತ್ತರಾಯಣ, ವಸಂತ ಋತು, ತೃತೀಯ- ಜ್ಯೇಷ್ಠ: [178, 44, 746, 62]
renuka-karaga-body: ಕೋಲಾರದ ಪಿ.ಸಿ. ಬಡಾವಣೆಯ ರೇಣುಕಾಂಬ ಸೇವಾ ಸಮಿತಿ ವತಿಯಿಂದ ರೇಣುಕಾ ಯಲ್ಲಮ್ಮ ದೇವಿಯ ಕರಗ ಮಹೋತ್ಸವ ಅದ್ದೂರಿಯಾಗಿ ನಡೆಯಿತು. ಕರಗ ಮಹೋತ್ಸವ ಅಂಗವಾಗಿ ದೇವಾಲಯದಲ್ಲಿ ವಿಶೇಷ ಪೂಜೆ ಸಲ್ಲಿಸಲಾಯಿತು. ಈ ಸಂದರ್ಭದಲ್ಲಿ ಕಾಂಗ್ರೆಸ್ ಪಕ್ಷದ ಮುಖಂಡರು, ಸಮಿತಿ ಅಧ್ಯಕ್ಷರು ಹಾಗೂ ಸಮಿತಿ ಸದಸ್ಯರು ಪಾಲ್ಗೊಂಡಿದ್ದರು.: [1167, 1559, 1452, 1698]
student-photo: [1252, 165, 1352, 283]
mechanic-headline-1: ಮೆಕ್ಯಾನಿಕ್ ಶ್ರೀನಿವಾಸ್ ಆರೋಪದಲ್ಲಿ: [600, 778, 876, 805]
